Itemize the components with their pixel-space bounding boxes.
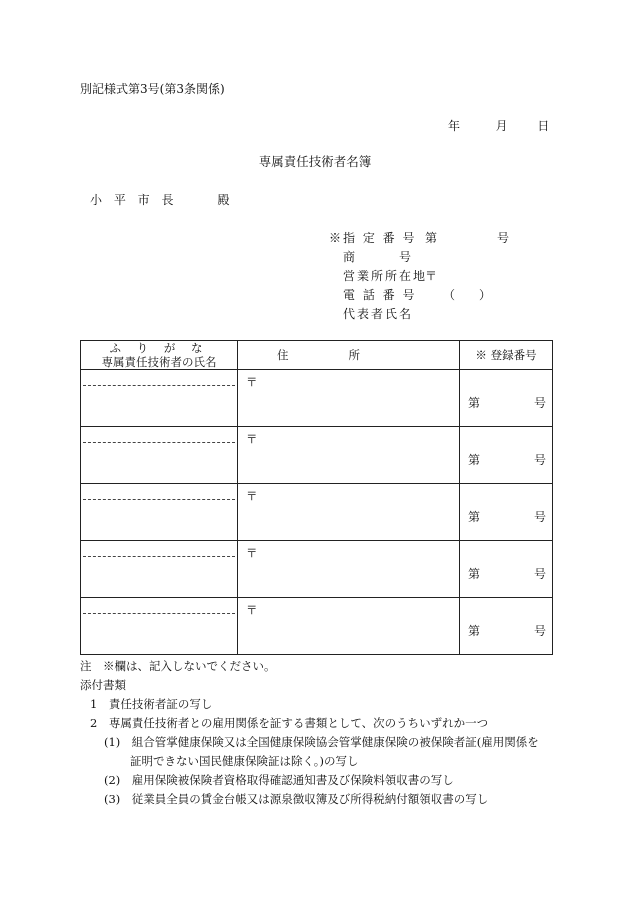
reg-go: 号 xyxy=(533,510,546,524)
reg-dai: 第 xyxy=(468,510,481,524)
document-title: 専属責任技術者名簿 xyxy=(258,154,372,169)
addressee-name: 小 平 市 長 xyxy=(90,193,178,207)
year-label: 年 xyxy=(448,119,461,133)
registration-cell xyxy=(460,541,553,598)
name-cell[interactable] xyxy=(81,541,238,598)
table-header-row xyxy=(81,341,553,370)
name-cell[interactable] xyxy=(81,370,238,427)
month-label: 月 xyxy=(495,119,508,133)
phone-value: （ ） xyxy=(425,288,492,302)
applicant-block xyxy=(329,232,509,327)
reg-dai: 第 xyxy=(468,453,481,467)
office-address-value: 〒 xyxy=(425,269,438,283)
furigana-divider xyxy=(83,499,235,500)
address-cell[interactable] xyxy=(238,541,460,598)
office-address-label: 営業所所在地 xyxy=(329,269,428,283)
address-cell[interactable] xyxy=(238,484,460,541)
registration-cell xyxy=(460,427,553,484)
trade-name-label: 商 号 xyxy=(329,250,414,264)
reg-dai: 第 xyxy=(468,567,481,581)
designation-value: 第 号 xyxy=(425,231,510,245)
attachment-item-2-3: (3) 従業員全員の賃金台帳又は源泉徴収簿及び所得税納付額領収書の写し xyxy=(104,792,489,806)
reg-dai: 第 xyxy=(468,624,481,638)
applicant-row-phone xyxy=(329,289,509,308)
technician-roster-table xyxy=(80,340,553,655)
form-reference: 別記様式第3号(第3条関係) xyxy=(80,82,225,96)
table-row xyxy=(81,541,553,598)
address-cell[interactable] xyxy=(238,370,460,427)
attachment-item-2: 2 専属責任技術者との雇用関係を証する書類として、次のうちいずれか一つ xyxy=(90,716,489,730)
col-header-registration: ※ 登録番号 xyxy=(460,341,553,370)
postal-mark: 〒 xyxy=(246,603,258,617)
attachment-item-1: 1 責任技術者証の写し xyxy=(90,697,213,711)
attachments-title: 添付書類 xyxy=(80,678,126,692)
postal-mark: 〒 xyxy=(246,489,258,503)
registration-cell xyxy=(460,484,553,541)
col-header-address: 住所 xyxy=(238,341,460,370)
postal-mark: 〒 xyxy=(246,432,258,446)
phone-label: 電 話 番 号 xyxy=(329,288,417,302)
attachment-item-2-1a: (1) 組合管掌健康保険又は全国健康保険協会管掌健康保険の被保険者証(雇用関係を xyxy=(104,735,539,749)
col-header-name-label: 専属責任技術者の氏名 xyxy=(101,355,217,369)
name-cell[interactable] xyxy=(81,427,238,484)
notes-section xyxy=(80,661,539,813)
attachment-item-2-2: (2) 雇用保険被保険者資格取得確認通知書及び保険料領収書の写し xyxy=(104,773,454,787)
date-line xyxy=(448,120,549,132)
applicant-row-designation xyxy=(329,232,509,251)
applicant-row-representative xyxy=(329,308,509,327)
table-row xyxy=(81,598,553,655)
name-cell[interactable] xyxy=(81,484,238,541)
col-header-furigana: ふ り が な xyxy=(109,341,209,355)
col-header-name xyxy=(81,341,238,370)
day-label: 日 xyxy=(537,119,550,133)
applicant-row-office-address xyxy=(329,270,509,289)
attachment-item-2-1b: 証明できない国民健康保険証は除く。)の写し xyxy=(130,754,359,768)
address-cell[interactable] xyxy=(238,598,460,655)
reg-dai: 第 xyxy=(468,396,481,410)
table-row xyxy=(81,427,553,484)
reg-go: 号 xyxy=(533,567,546,581)
address-cell[interactable] xyxy=(238,427,460,484)
furigana-divider xyxy=(83,442,235,443)
furigana-divider xyxy=(83,556,235,557)
furigana-divider xyxy=(83,385,235,386)
reg-go: 号 xyxy=(533,396,546,410)
reg-go: 号 xyxy=(533,624,546,638)
representative-label: 代表者氏名 xyxy=(329,307,414,321)
honorific: 殿 xyxy=(217,193,234,207)
postal-mark: 〒 xyxy=(246,546,258,560)
addressee xyxy=(90,194,233,206)
note-text: 注 ※欄は、記入しないでください。 xyxy=(80,659,276,673)
applicant-row-trade-name xyxy=(329,251,509,270)
designation-label: ※指 定 番 号 xyxy=(329,231,417,245)
reg-go: 号 xyxy=(533,453,546,467)
postal-mark: 〒 xyxy=(246,375,258,389)
registration-cell xyxy=(460,598,553,655)
furigana-divider xyxy=(83,613,235,614)
table-row xyxy=(81,484,553,541)
name-cell[interactable] xyxy=(81,598,238,655)
registration-cell xyxy=(460,370,553,427)
table-row xyxy=(81,370,553,427)
